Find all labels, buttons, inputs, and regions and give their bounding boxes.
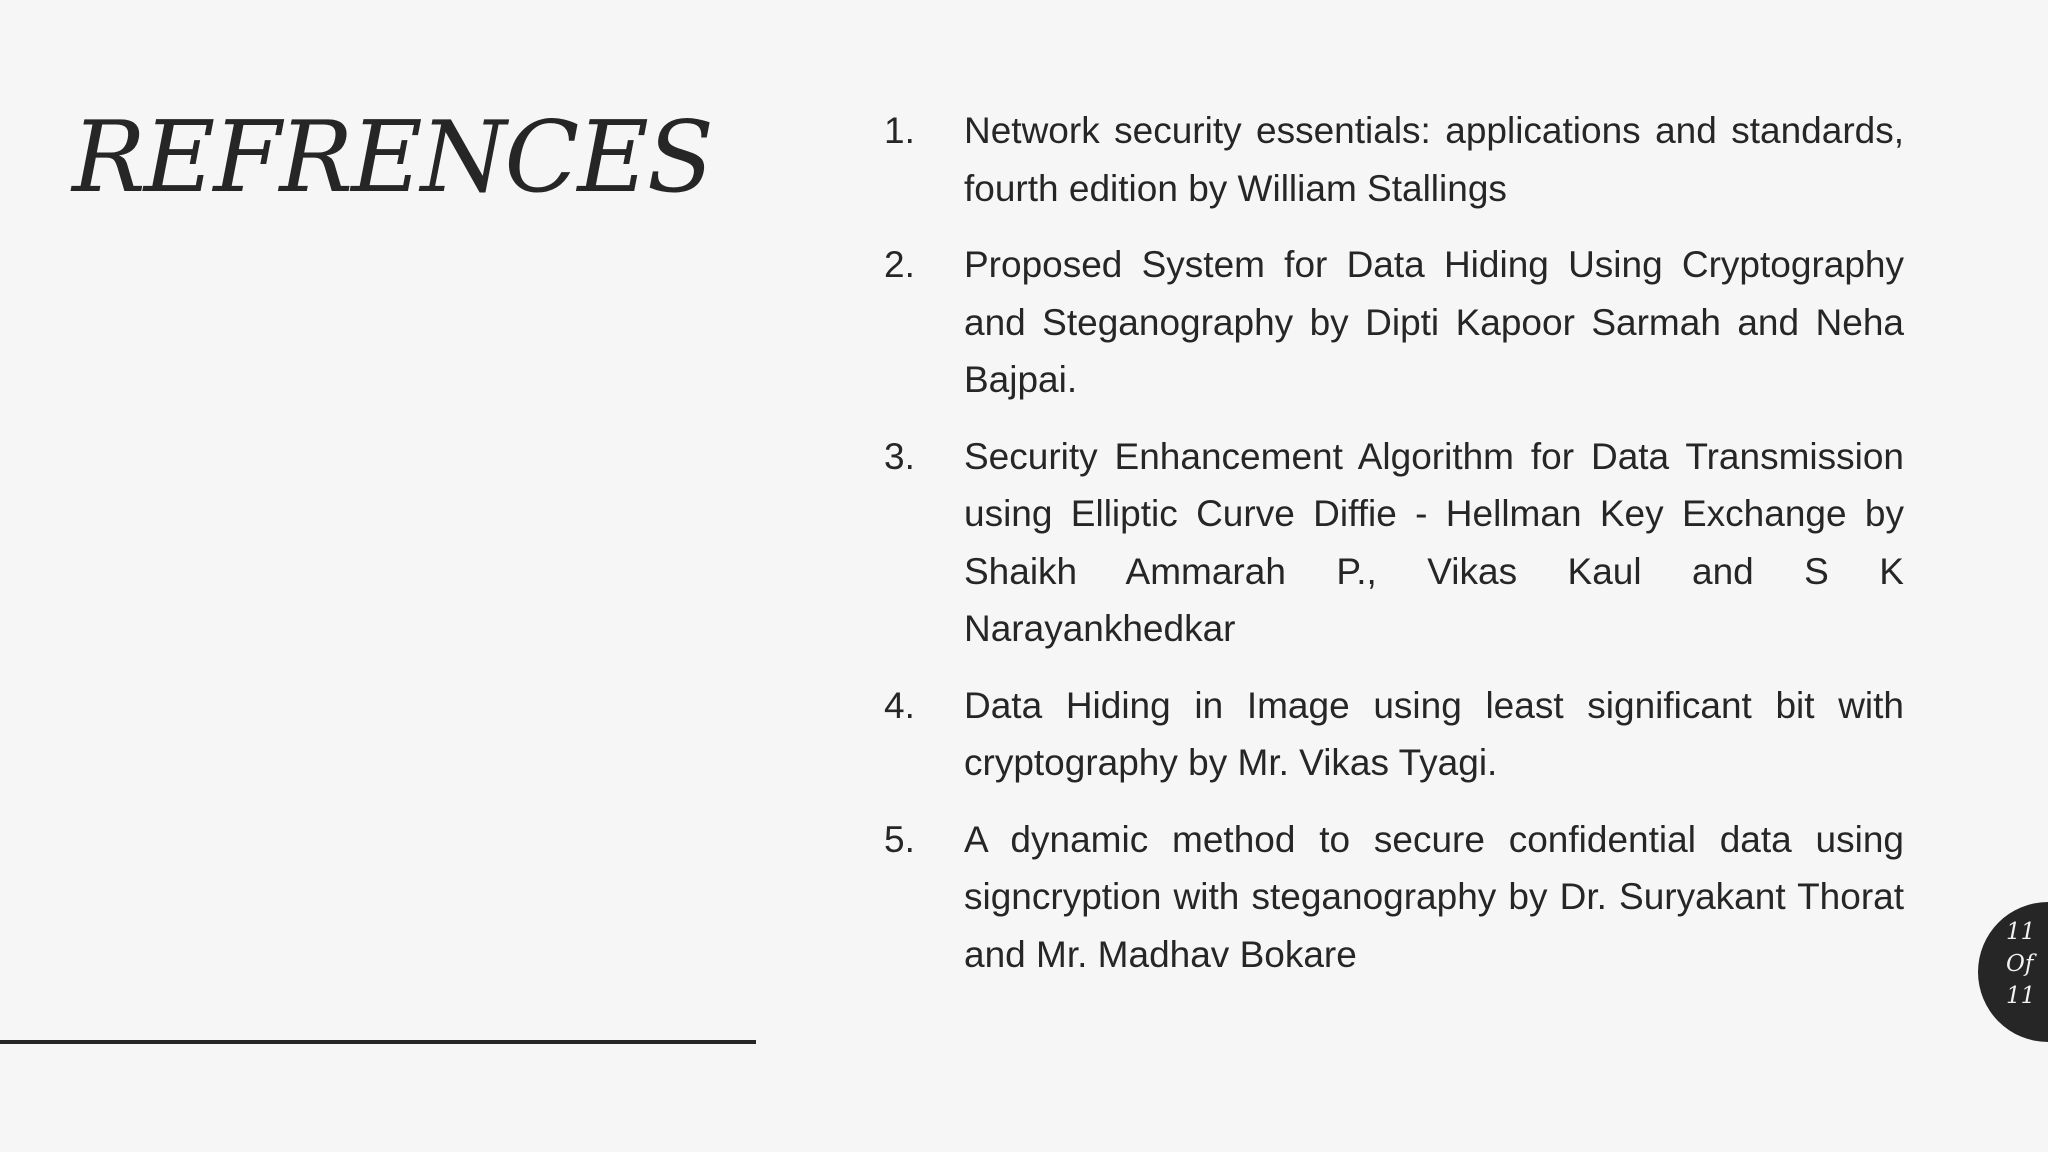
reference-item	[884, 236, 1904, 409]
reference-number: 4.	[884, 684, 915, 726]
reference-text: Proposed System for Data Hiding Using Cryptography and Steganography by Dipti Kapoor Sarmah and Neha Bajpai.	[964, 244, 1904, 400]
reference-text: Security Enhancement Algorithm for Data Transmission using Elliptic Curve Diffie - Hellman Key Exchange by Shaikh Ammarah P., Vikas Kaul and S K Narayankhedkar	[964, 435, 1904, 649]
reference-number: 2.	[884, 244, 915, 285]
reference-number: 1.	[884, 110, 915, 151]
reference-item	[884, 428, 1904, 658]
reference-number: 5.	[884, 818, 915, 860]
page-number-badge	[1978, 902, 2048, 1042]
reference-item	[884, 677, 1904, 792]
reference-text: Network security essentials: applications and standards, fourth edition by William Stallings	[964, 110, 1904, 209]
page-separator: Of	[2006, 951, 2034, 977]
page-current: 11	[2006, 919, 2036, 945]
reference-text: Data Hiding in Image using least significant bit with cryptography by Mr. Vikas Tyagi.	[964, 684, 1904, 783]
slide-title: REFRENCES	[72, 101, 713, 215]
reference-text: A dynamic method to secure confidential data using signcryption with steganography by Dr. Suryakant Thorat and Mr. Madhav Bokare	[964, 818, 1904, 975]
reference-item	[884, 102, 1904, 217]
reference-number: 3.	[884, 435, 915, 477]
reference-list	[884, 102, 1904, 1002]
page-total: 11	[2006, 983, 2036, 1009]
title-underline-rule	[0, 1040, 756, 1044]
reference-item	[884, 811, 1904, 984]
